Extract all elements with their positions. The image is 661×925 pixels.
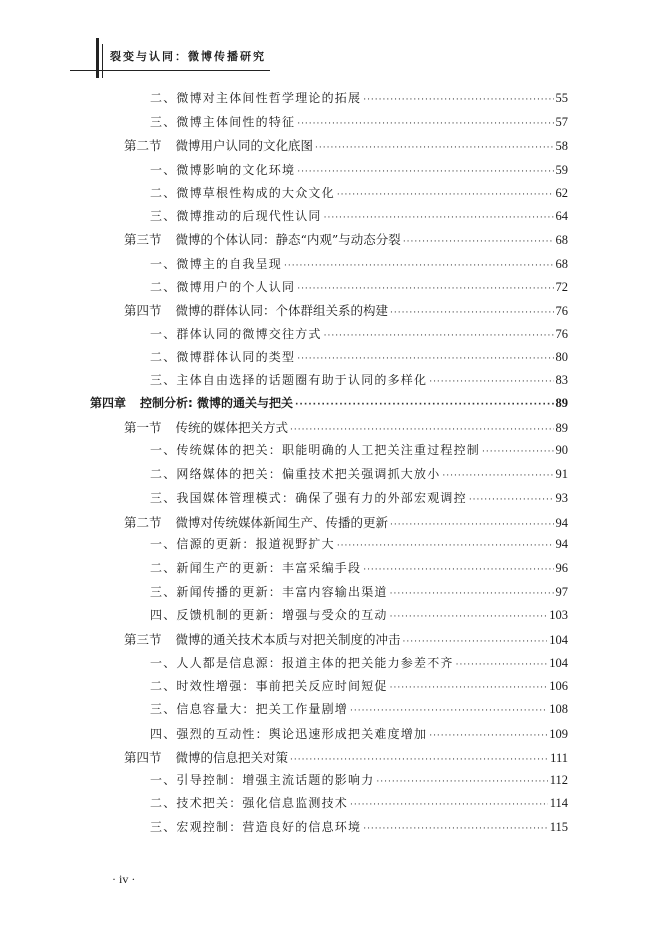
toc-subsection-entry[interactable] xyxy=(150,771,568,793)
toc-entry-text: 三、微博推动的后现代性认同 xyxy=(150,209,322,223)
toc-entry-title xyxy=(150,255,282,272)
toc-entry-title xyxy=(124,230,401,248)
toc-entry-title xyxy=(150,771,374,788)
page-number: · iv · xyxy=(112,872,136,886)
toc-page-number: 90 xyxy=(555,443,568,457)
toc-dot-leader xyxy=(482,447,553,457)
toc-dot-leader xyxy=(297,284,553,294)
toc-page-number: 55 xyxy=(555,91,568,105)
toc-entry-text: 二、时效性增强：事前把关反应时间短促 xyxy=(150,679,388,693)
toc-dot-leader xyxy=(350,800,548,810)
toc-dot-leader xyxy=(337,190,554,200)
toc-entry-text: 一、引导控制：增强主流话题的影响力 xyxy=(150,773,375,787)
toc-subsection-entry[interactable] xyxy=(150,161,568,183)
toc-dot-leader xyxy=(297,167,553,177)
toc-entry-title xyxy=(124,418,288,436)
toc-section-entry[interactable] xyxy=(124,630,568,652)
toc-page-number: 72 xyxy=(555,280,568,294)
toc-subsection-entry[interactable] xyxy=(150,700,568,722)
toc-entry-title xyxy=(150,348,295,365)
toc-dot-leader xyxy=(429,377,553,387)
toc-page-number: 106 xyxy=(549,679,568,693)
toc-chapter-entry[interactable] xyxy=(90,394,568,416)
toc-entry-text: 控制分析: 微博的通关与把关 xyxy=(140,396,293,410)
toc-dot-leader xyxy=(337,541,554,551)
toc-page-number: 97 xyxy=(555,585,568,599)
toc-entry-title xyxy=(150,606,388,623)
toc-dot-leader xyxy=(390,308,553,318)
toc-subsection-entry[interactable] xyxy=(150,325,568,347)
header-rule-horizontal xyxy=(70,70,270,71)
toc-entry-text: 一、传统媒体的把关：职能明确的人工把关注重过程控制 xyxy=(150,443,481,457)
toc-entry-title xyxy=(150,677,388,694)
toc-page-number: 89 xyxy=(555,396,568,410)
toc-page-number: 104 xyxy=(549,656,568,670)
toc-subsection-entry[interactable] xyxy=(150,278,568,300)
toc-subsection-entry[interactable] xyxy=(150,818,568,840)
toc-page-number: 103 xyxy=(549,608,568,622)
toc-subsection-entry[interactable] xyxy=(150,465,568,487)
toc-dot-leader xyxy=(442,471,553,481)
toc-dot-leader xyxy=(324,213,554,223)
toc-entry-title xyxy=(124,136,313,154)
toc-entry-title xyxy=(150,89,361,106)
toc-page-number: 83 xyxy=(555,373,568,387)
toc-subsection-entry[interactable] xyxy=(150,441,568,463)
toc-entry-text: 微博的通关技术本质与对把关制度的冲击 xyxy=(175,632,401,647)
toc-entry-title xyxy=(150,113,295,130)
toc-subsection-entry[interactable] xyxy=(150,677,568,699)
toc-entry-text: 三、我国媒体管理模式：确保了强有力的外部宏观调控 xyxy=(150,491,467,505)
toc-entry-title xyxy=(150,161,295,178)
toc-entry-number: 第三节 xyxy=(124,232,162,247)
toc-dot-leader xyxy=(284,261,553,271)
toc-entry-number: 第二节 xyxy=(124,138,162,153)
toc-page-number: 115 xyxy=(549,820,568,834)
toc-subsection-entry[interactable] xyxy=(150,489,568,511)
toc-subsection-entry[interactable] xyxy=(150,606,568,628)
toc-dot-leader xyxy=(363,95,553,105)
toc-entry-title xyxy=(124,748,288,766)
toc-entry-number: 第四节 xyxy=(124,750,162,765)
toc-dot-leader xyxy=(390,683,548,693)
toc-page-number: 76 xyxy=(555,327,568,341)
toc-dot-leader xyxy=(290,755,548,765)
toc-page-number: 89 xyxy=(555,421,568,435)
header-rule-vertical xyxy=(96,38,99,78)
toc-dot-leader xyxy=(350,706,547,716)
toc-subsection-entry[interactable] xyxy=(150,535,568,557)
toc-page-number: 76 xyxy=(555,304,568,318)
header-rule-vertical-thin xyxy=(102,44,103,78)
toc-dot-leader xyxy=(390,520,553,530)
toc-entry-number: 第四节 xyxy=(124,303,162,318)
toc-entry-title xyxy=(150,818,361,835)
toc-page-number: 104 xyxy=(549,633,568,647)
toc-subsection-entry[interactable] xyxy=(150,583,568,605)
toc-entry-text: 二、技术把关：强化信息监测技术 xyxy=(150,796,349,810)
toc-entry-text: 微博的个体认同：静态“内观”与动态分裂 xyxy=(175,232,401,247)
toc-entry-text: 一、人人都是信息源：报道主体的把关能力参差不齐 xyxy=(150,656,454,670)
toc-entry-title xyxy=(90,394,293,411)
toc-page-number: 57 xyxy=(555,115,568,129)
toc-dot-leader xyxy=(390,589,554,599)
toc-entry-title xyxy=(150,278,295,295)
toc-section-entry[interactable] xyxy=(124,748,568,770)
toc-section-entry[interactable] xyxy=(124,418,568,440)
toc-subsection-entry[interactable] xyxy=(150,348,568,370)
toc-entry-text: 微博的信息把关对策 xyxy=(175,750,289,765)
toc-entry-title xyxy=(150,559,361,576)
toc-entry-title xyxy=(150,207,322,224)
toc-page-number: 62 xyxy=(555,186,568,200)
toc-subsection-entry[interactable] xyxy=(150,207,568,229)
toc-page-number: 96 xyxy=(555,561,568,575)
toc-entry-text: 二、微博用户的个人认同 xyxy=(150,280,296,294)
toc-page-number: 80 xyxy=(555,350,568,364)
toc-entry-text: 三、微博主体间性的特征 xyxy=(150,115,296,129)
toc-entry-title xyxy=(150,794,348,811)
toc-page-number: 94 xyxy=(555,516,568,530)
toc-page-number: 91 xyxy=(555,467,568,481)
toc-dot-leader xyxy=(469,495,554,505)
toc-entry-text: 二、微博草根性构成的大众文化 xyxy=(150,186,335,200)
toc-dot-leader xyxy=(403,637,548,647)
toc-entry-text: 三、宏观控制：营造良好的信息环境 xyxy=(150,820,362,834)
toc-dot-leader xyxy=(376,777,547,787)
toc-page-number: 64 xyxy=(555,209,568,223)
toc-subsection-entry[interactable] xyxy=(150,794,568,816)
toc-subsection-entry[interactable] xyxy=(150,371,568,393)
toc-dot-leader xyxy=(363,565,553,575)
toc-page-number: 109 xyxy=(549,727,568,741)
toc-entry-number: 第二节 xyxy=(124,515,162,530)
running-header-title: 裂变与认同：微博传播研究 xyxy=(110,50,266,63)
toc-entry-text: 微博用户认同的文化底图 xyxy=(175,138,314,153)
toc-dot-leader xyxy=(297,354,553,364)
toc-page-number: 112 xyxy=(549,773,568,787)
toc-entry-text: 三、信息容量大：把关工作量剧增 xyxy=(150,702,349,716)
toc-section-entry[interactable] xyxy=(124,136,568,158)
toc-page-number: 93 xyxy=(555,491,568,505)
toc-page-number: 108 xyxy=(549,702,568,716)
toc-subsection-entry[interactable] xyxy=(150,725,568,747)
toc-dot-leader xyxy=(390,612,548,622)
toc-entry-title xyxy=(124,513,388,531)
toc-entry-number: 第四章 xyxy=(90,396,127,410)
toc-subsection-entry[interactable] xyxy=(150,255,568,277)
toc-subsection-entry[interactable] xyxy=(150,654,568,676)
toc-subsection-entry[interactable] xyxy=(150,113,568,135)
toc-entry-text: 四、反馈机制的更新：增强与受众的互动 xyxy=(150,608,388,622)
toc-entry-text: 二、新闻生产的更新：丰富采编手段 xyxy=(150,561,362,575)
toc-dot-leader xyxy=(403,237,554,247)
toc-entry-number: 第一节 xyxy=(124,420,162,435)
toc-section-entry[interactable] xyxy=(124,230,568,252)
toc-entry-text: 一、微博主的自我呈现 xyxy=(150,257,283,271)
toc-entry-title xyxy=(124,301,388,319)
toc-dot-leader xyxy=(429,731,547,741)
toc-dot-leader xyxy=(290,425,553,435)
toc-entry-text: 一、微博影响的文化环境 xyxy=(150,163,296,177)
toc-page-number: 111 xyxy=(550,751,568,765)
toc-entry-title xyxy=(124,630,401,648)
toc-subsection-entry[interactable] xyxy=(150,184,568,206)
toc-dot-leader xyxy=(315,143,553,153)
toc-page-number: 94 xyxy=(555,537,568,551)
toc-entry-title xyxy=(150,184,335,201)
toc-entry-text: 二、网络媒体的把关：偏重技术把关强调抓大放小 xyxy=(150,467,441,481)
toc-entry-title xyxy=(150,583,388,600)
toc-dot-leader xyxy=(363,824,548,834)
toc-entry-text: 四、强烈的互动性：舆论迅速形成把关难度增加 xyxy=(150,727,428,741)
toc-page-number: 114 xyxy=(549,796,568,810)
toc-dot-leader xyxy=(297,119,553,129)
toc-entry-text: 微博的群体认同：个体群组关系的构建 xyxy=(175,303,389,318)
toc-entry-title xyxy=(150,441,480,458)
toc-page-number: 59 xyxy=(555,163,568,177)
toc-dot-leader xyxy=(295,400,554,410)
toc-page-number: 68 xyxy=(555,233,568,247)
toc-entry-title xyxy=(150,465,440,482)
toc-entry-text: 三、主体自由选择的话题圈有助于认同的多样化 xyxy=(150,373,428,387)
toc-entry-text: 二、微博群体认同的类型 xyxy=(150,350,296,364)
toc-entry-title xyxy=(150,535,335,552)
toc-entry-text: 微博对传统媒体新闻生产、传播的更新 xyxy=(175,515,389,530)
toc-entry-title xyxy=(150,725,427,742)
toc-entry-text: 三、新闻传播的更新：丰富内容输出渠道 xyxy=(150,585,388,599)
toc-entry-title xyxy=(150,654,454,671)
toc-entry-text: 一、群体认同的微博交往方式 xyxy=(150,327,322,341)
toc-entry-text: 一、信源的更新：报道视野扩大 xyxy=(150,537,335,551)
toc-entry-number: 第三节 xyxy=(124,632,162,647)
toc-entry-title xyxy=(150,371,427,388)
toc-section-entry[interactable] xyxy=(124,301,568,323)
toc-entry-text: 传统的媒体把关方式 xyxy=(175,420,289,435)
toc-page-number: 68 xyxy=(555,257,568,271)
toc-entry-text: 二、微博对主体间性哲学理论的拓展 xyxy=(150,91,362,105)
toc-page-number: 58 xyxy=(555,139,568,153)
toc-entry-title xyxy=(150,325,322,342)
toc-subsection-entry[interactable] xyxy=(150,559,568,581)
toc-entry-title xyxy=(150,489,467,506)
toc-section-entry[interactable] xyxy=(124,513,568,535)
toc-subsection-entry[interactable] xyxy=(150,89,568,111)
toc-dot-leader xyxy=(456,660,548,670)
toc-dot-leader xyxy=(324,331,554,341)
toc-entry-title xyxy=(150,700,348,717)
